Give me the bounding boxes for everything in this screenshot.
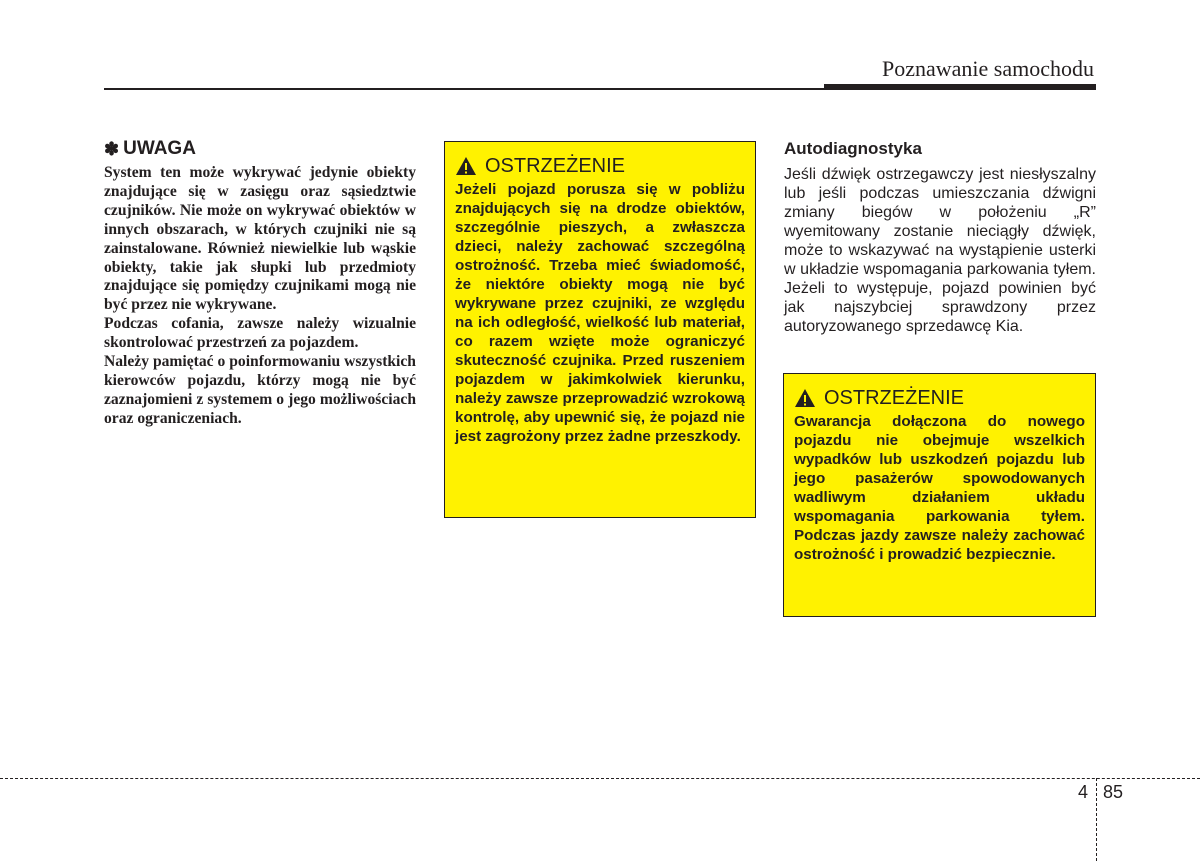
warning-title bbox=[794, 386, 1085, 410]
warning-text: Jeżeli pojazd porusza się w pobliżu znajdujących się na drodze obiektów, szczególnie pieszych, a zwłaszcza dzieci, należy zachować szczególną ostrożność. Trzeba mieć świadomość, że niektóre obiekty mogą nie być wykrywane przez czujniki, ze względu na ich odległość, wielkość lub materiał, co razem wzięte może ograniczyć skuteczność czujnika. Przed ruszeniem pojazdem w jakimkolwiek kierunku, należy zawsze przeprowadzić wzrokową kontrolę, aby upewnić się, że pojazd nie jest zagrożony przez żadne przeszkody. bbox=[455, 181, 745, 445]
note-heading bbox=[104, 138, 416, 160]
chapter-number: 4 bbox=[1078, 782, 1089, 802]
warning-box-pedestrians bbox=[444, 141, 756, 518]
warning-title bbox=[455, 154, 745, 178]
footer-divider bbox=[0, 778, 1200, 779]
warning-text: Gwarancja dołączona do nowego pojazdu nie obejmuje wszelkich wypadków lub uszkodzeń pojazdu lub jego pasażerów spowodowanych wadliwym działaniem układu wspomagania parkowania tyłem. Podczas jazdy zawsze należy zachować ostrożność i prowadzić bezpiecznie. bbox=[794, 413, 1085, 563]
autodiagnostics-section bbox=[784, 139, 1096, 336]
header-rule-accent bbox=[824, 84, 1096, 90]
page-number: 85 bbox=[1103, 782, 1124, 802]
note-paragraph-2: Podczas cofania, zawsze należy wizualnie skontrolować przestrzeń za pojazdem. bbox=[104, 315, 416, 352]
section-body: Jeśli dźwięk ostrzegawczy jest niesłyszalny lub jeśli podczas umieszczania dźwigni zmiany biegów w położeniu „R” wyemitowany zostanie nieciągły dźwięk, może to wskazywać na wystąpienie usterki w układzie wspomagania parkowania tyłem. Jeżeli to występuje, pojazd powinien być jak najszybciej sprawdzony przez autoryzowanego sprzedawcę Kia. bbox=[784, 166, 1096, 335]
warning-title-text: OSTRZEŻENIE bbox=[485, 155, 626, 177]
note-heading-text: UWAGA bbox=[123, 138, 196, 159]
warning-box-warranty bbox=[783, 373, 1096, 617]
warning-title-text: OSTRZEŻENIE bbox=[824, 387, 965, 409]
note-paragraph-3: Należy pamiętać o poinformowaniu wszystkich kierowców pojazdu, którzy mogą nie być zaznajomieni z systemem o jego możliwościach oraz ograniczeniach. bbox=[104, 353, 416, 427]
warning-triangle-icon bbox=[455, 156, 477, 176]
section-title: Autodiagnostyka bbox=[784, 139, 922, 158]
footer-page-separator bbox=[1096, 778, 1097, 861]
page-header-title: Poznawanie samochodu bbox=[882, 56, 1094, 81]
note-paragraph-1: System ten może wykrywać jedynie obiekty znajdujące się w zasięgu oraz sąsiedztwie czujników. Nie może on wykrywać obiektów w innych obszarach, w których czujniki nie są zainstalowane. Również niewielkie lub wąskie obiekty, takie jak słupki lub przedmioty znajdujące się pomiędzy czujnikami mogą nie być przez nie wykrywane. bbox=[104, 164, 416, 314]
note-star-icon: ✽ bbox=[104, 139, 120, 159]
note-section bbox=[104, 138, 416, 429]
warning-triangle-icon bbox=[794, 388, 816, 408]
